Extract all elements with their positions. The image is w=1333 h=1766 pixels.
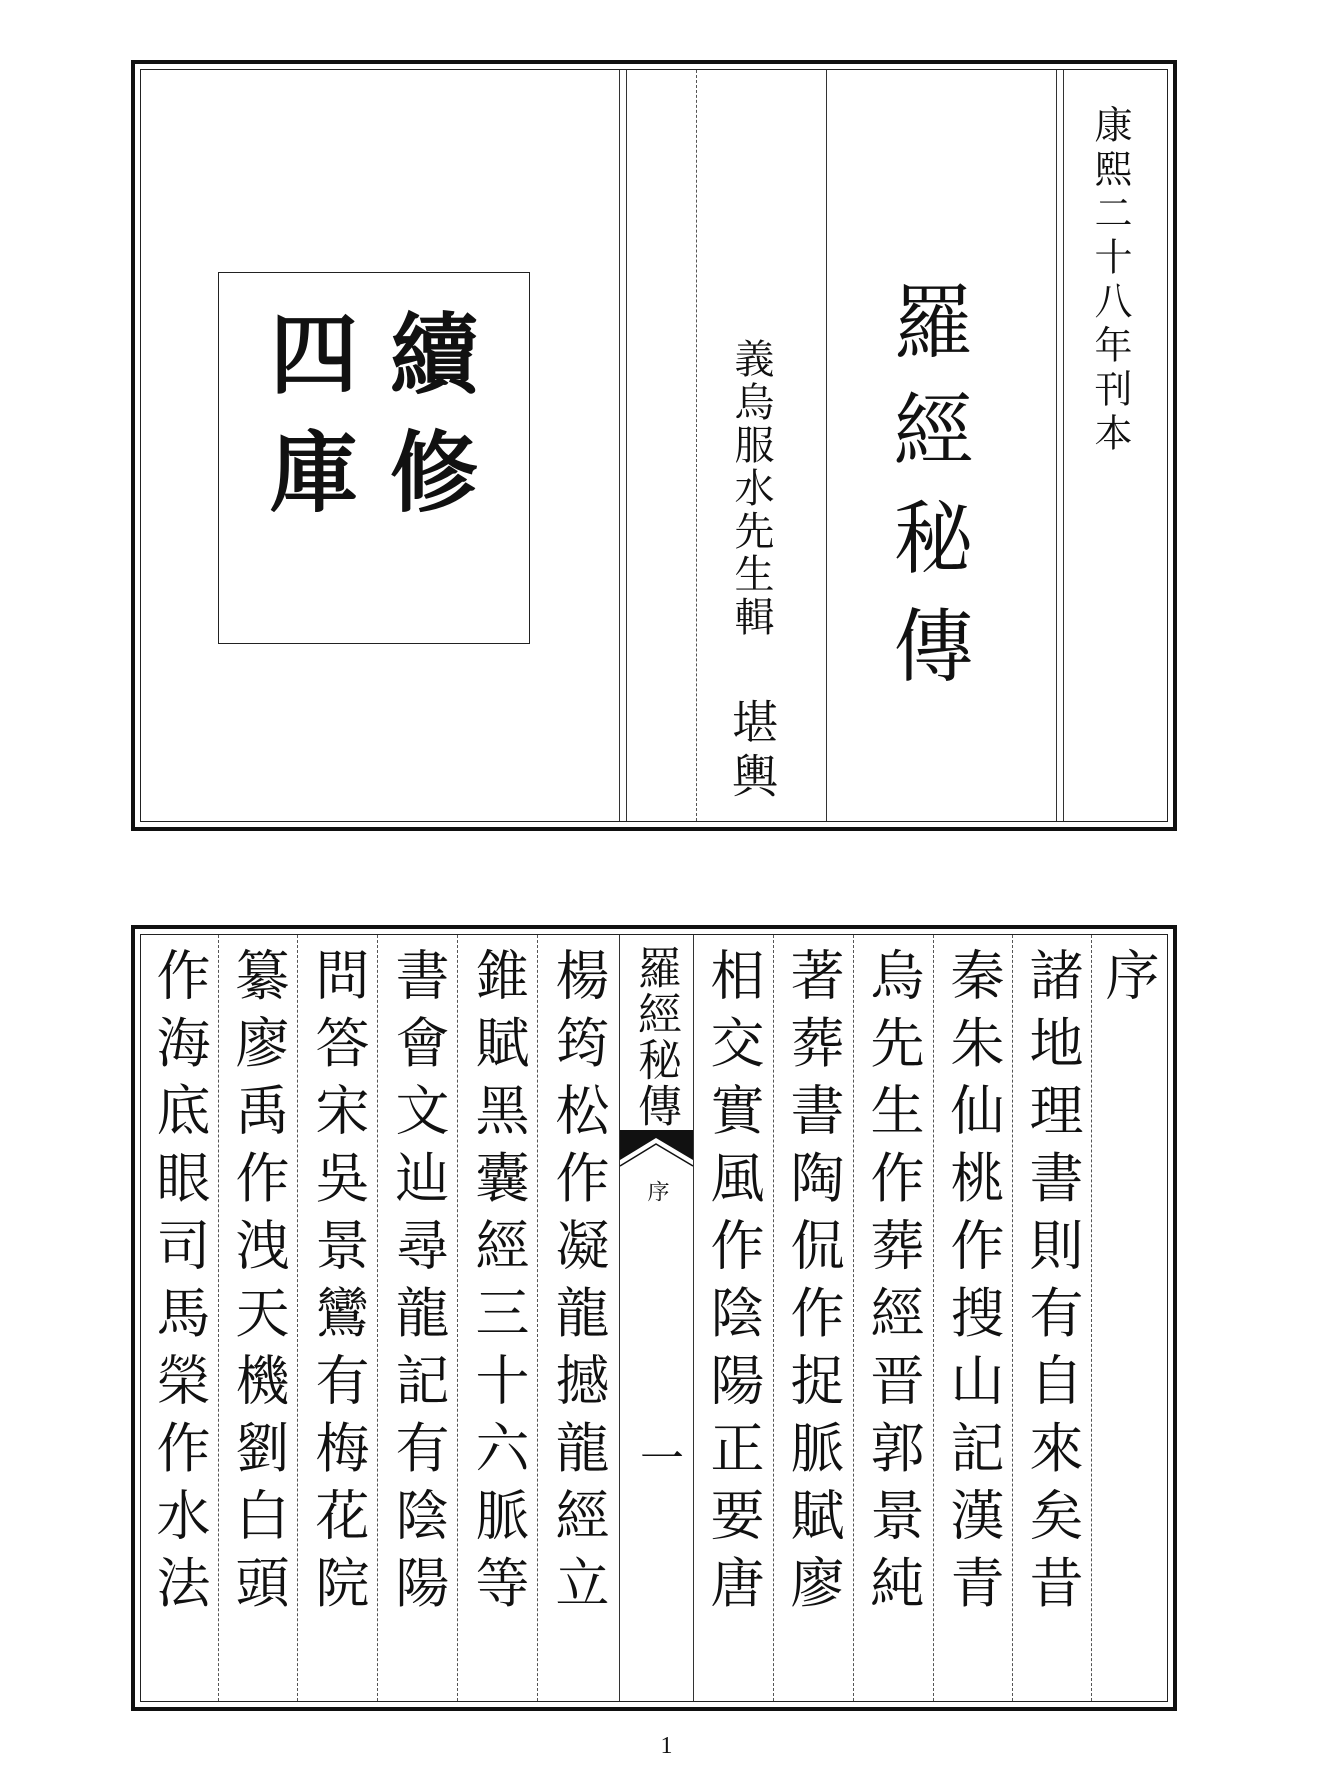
text-column: 錐賦黑囊經三十六脈等 xyxy=(467,947,530,1622)
divider xyxy=(696,70,697,821)
divider xyxy=(1056,70,1057,821)
strip-section-label: 序 xyxy=(644,1180,669,1202)
preface-heading: 序 xyxy=(1097,947,1160,1001)
seal-text-left: 四庫 xyxy=(256,308,360,544)
column-divider xyxy=(377,935,378,1701)
column-divider xyxy=(773,935,774,1701)
preface-page-panel xyxy=(131,925,1177,1711)
column-divider xyxy=(853,935,854,1701)
strip-folio-number: 一 xyxy=(632,1435,683,1479)
column-divider xyxy=(297,935,298,1701)
divider xyxy=(826,70,827,821)
fishtail-mark xyxy=(620,1130,693,1170)
divider xyxy=(619,70,620,821)
center-strip-border xyxy=(619,935,620,1701)
text-column: 著葬書陶侃作捉脈賦廖 xyxy=(782,947,845,1622)
edition-note: 康熙二十八年刊本 xyxy=(1088,105,1132,457)
book-title: 羅經秘傳 xyxy=(880,280,973,712)
preface-page-inner-frame xyxy=(140,934,1168,1702)
column-divider xyxy=(457,935,458,1701)
title-page-inner-frame xyxy=(140,69,1168,822)
column-divider xyxy=(218,935,219,1701)
column-divider xyxy=(537,935,538,1701)
strip-book-title: 羅經秘傳 xyxy=(630,945,681,1129)
collection-seal xyxy=(218,272,530,644)
seal-text-right: 續修 xyxy=(376,308,480,544)
category-label: 堪輿 xyxy=(725,698,779,806)
column-divider xyxy=(1012,935,1013,1701)
text-column: 書會文辿尋龍記有陰陽 xyxy=(387,947,450,1622)
column-divider xyxy=(933,935,934,1701)
page-number: 1 xyxy=(660,1733,673,1759)
divider xyxy=(626,70,627,821)
title-page-panel xyxy=(131,60,1177,831)
text-column: 問答宋吳景鸞有梅花院 xyxy=(307,947,370,1622)
text-column: 纂廖禹作洩天機劉白頭 xyxy=(227,947,290,1622)
text-column: 相交實風作陰陽正要唐 xyxy=(702,947,765,1622)
text-column: 楊筠松作凝龍撼龍經立 xyxy=(547,947,610,1622)
column-divider xyxy=(1091,935,1092,1701)
text-column: 作海底眼司馬榮作水法 xyxy=(148,947,211,1622)
compiler-credit: 義烏服水先生輯 xyxy=(728,338,774,639)
text-column: 諸地理書則有自來矣昔 xyxy=(1021,947,1084,1622)
divider xyxy=(1063,70,1064,821)
text-column: 秦朱仙桃作搜山記漢青 xyxy=(942,947,1005,1622)
text-column: 烏先生作葬經晋郭景純 xyxy=(862,947,925,1622)
center-strip-border xyxy=(693,935,694,1701)
